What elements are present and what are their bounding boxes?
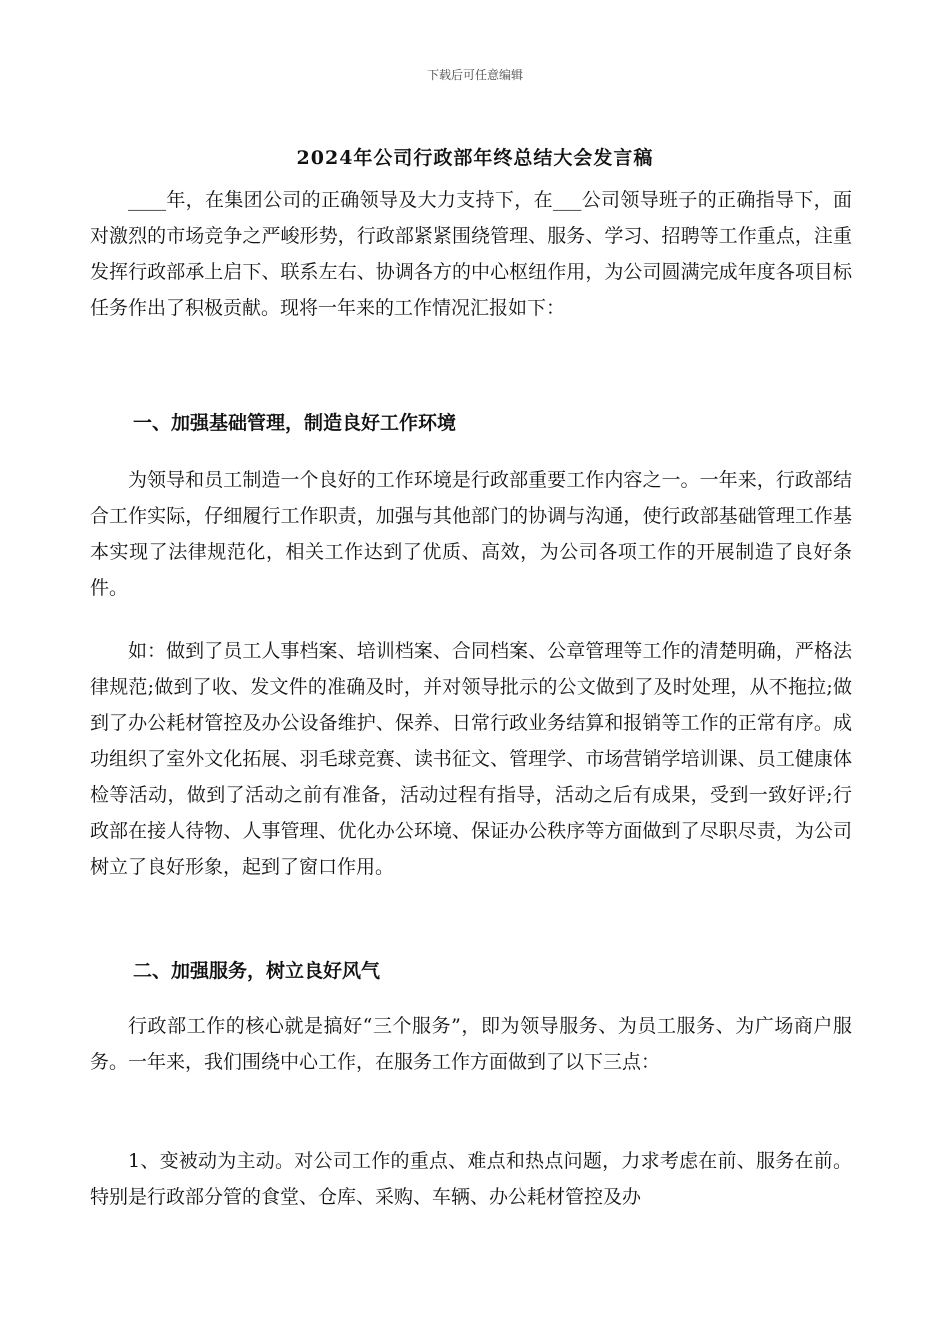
section-1-paragraph-1: 为领导和员工制造一个良好的工作环境是行政部重要工作内容之一。一年来，行政部结合工作实际，仔细履行工作职责，加强与其他部门的协调与沟通，使行政部基础管理工作基本实现了法律规范化，相关工作达到了优质、高效，为公司各项工作的开展制造了良好条件。 <box>90 469 852 599</box>
header-note: 下载后可任意编辑 <box>426 68 523 82</box>
section-1-paragraph-2: 如：做到了员工人事档案、培训档案、合同档案、公章管理等工作的清楚明确，严格法律规范;做到了收、发文件的准确及时，并对领导批示的公文做到了及时处理，从不拖拉;做到了办公耗材管控及办公设备维护、保养、日常行政业务结算和报销等工作的正常有序。成功组织了室外文化拓展、羽毛球竞赛、读书征文、管理学、市场营销学培训课、员工健康体检等活动，做到了活动之前有准备，活动过程有指导，活动之后有成果，受到一致好评;行政部在接人待物、人事管理、优化办公环境、保证办公秩序等方面做到了尽职尽责，为公司树立了良好形象，起到了窗口作用。 <box>90 640 852 878</box>
section-2-heading: 二、加强服务，树立良好风气 <box>133 960 381 982</box>
section-1-heading: 一、加强基础管理，制造良好工作环境 <box>133 412 457 434</box>
document-title: 2024年公司行政部年终总结大会发言稿 <box>296 147 654 169</box>
section-2-paragraph-2: 1、变被动为主动。对公司工作的重点、难点和热点问题，力求考虑在前、服务在前。特别是行政部分管的食堂、仓库、采购、车辆、办公耗材管控及办 <box>90 1150 852 1208</box>
intro-paragraph: ____年，在集团公司的正确领导及大力支持下，在___公司领导班子的正确指导下，面对激烈的市场竞争之严峻形势，行政部紧紧围绕管理、服务、学习、招聘等工作重点，注重发挥行政部承上启下、联系左右、协调各方的中心枢纽作用，为公司圆满完成年度各项目标任务作出了积极贡献。现将一年来的工作情况汇报如下： <box>90 189 852 319</box>
section-2-paragraph-1: 行政部工作的核心就是搞好“三个服务”，即为领导服务、为员工服务、为广场商户服务。一年来，我们围绕中心工作，在服务工作方面做到了以下三点： <box>90 1015 852 1073</box>
